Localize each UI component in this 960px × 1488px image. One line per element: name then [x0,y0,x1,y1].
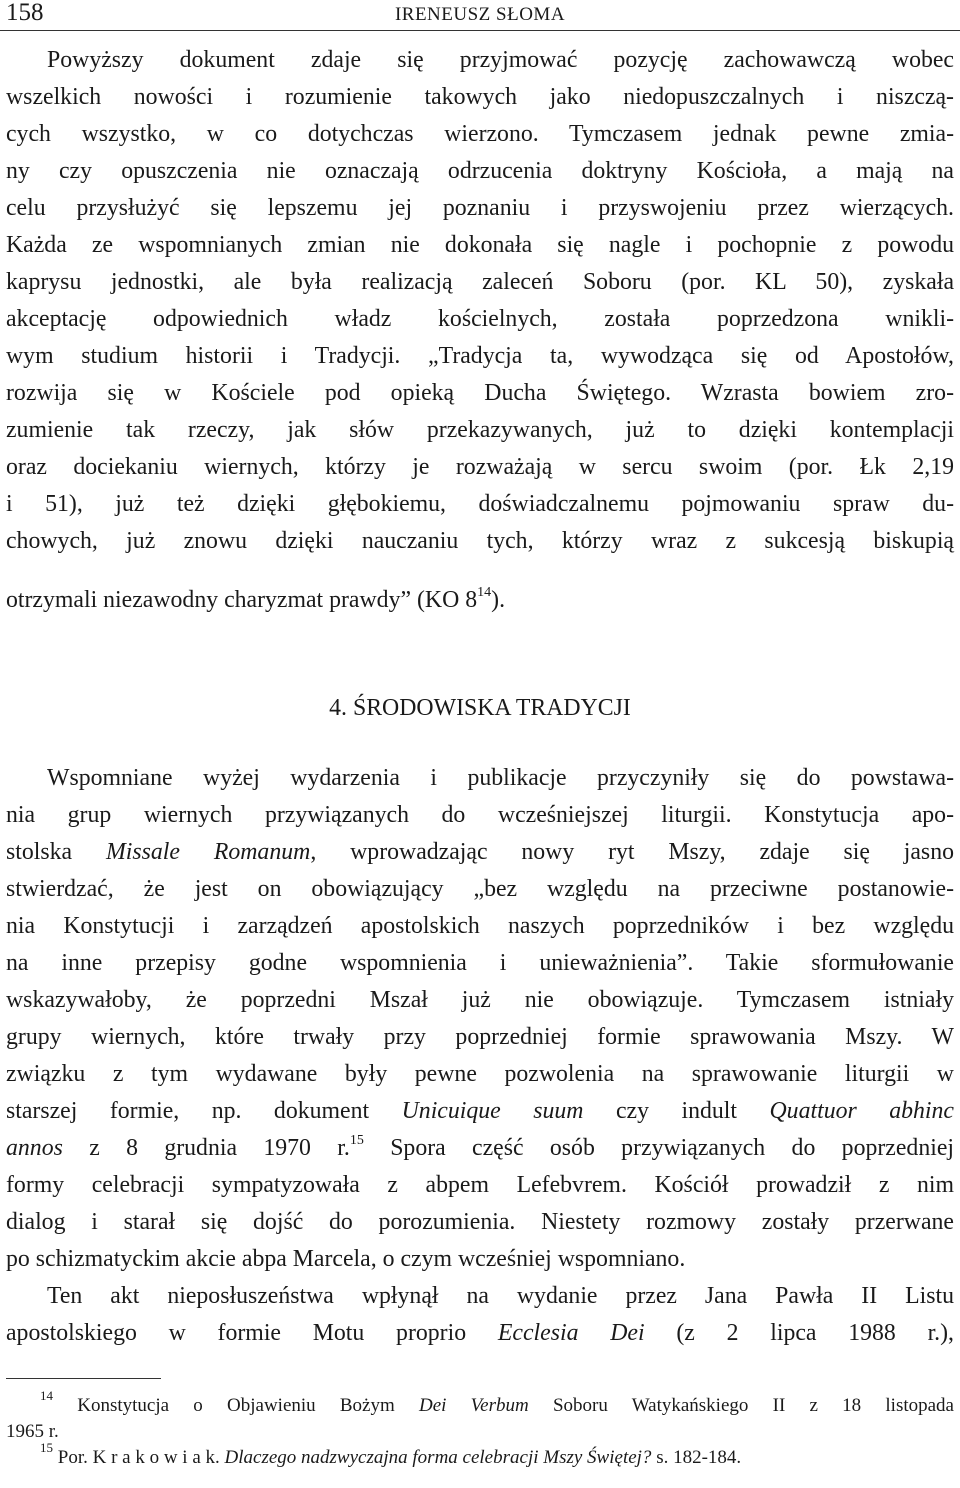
text-line [6,585,954,615]
italic-title: Dei Verbum [419,1395,529,1416]
page-header [0,0,960,31]
text-span: (z 2 lipca 1988 r.), [644,1320,955,1346]
footnote-15 [40,1439,954,1470]
text-line: ny czy opuszczenia nie oznaczają odrzucenia doktryny Kościoła, a mają na [6,158,954,184]
text-line: stwierdzać, że jest on obowiązujący „bez względu na przeciwne postanowie- [6,876,954,902]
text-span: otrzymali niezawodny charyzmat prawdy” (KO 8 [6,587,478,613]
text-line: akceptację odpowiednich władz kościelnych, została poprzedzona wnikli- [6,306,954,332]
text-line [6,1096,954,1126]
text-line: po schizmatyckim akcie abpa Marcela, o czym wcześniej wspomniano. [6,1246,686,1272]
text-line: Ten akt nieposłuszeństwa wpłynął na wydanie przez Jana Pawła II Listu [47,1283,954,1309]
text-line: cych wszystko, w co dotychczas wierzono. Tymczasem jednak pewne zmia- [6,121,954,147]
italic-title: Unicuique suum [401,1098,584,1124]
text-line: wym studium historii i Tradycji. „Tradycja ta, wywodząca się od Apostołów, [6,343,954,369]
text-span: Por. [57,1447,93,1468]
footnote-number: 15 [40,1439,53,1455]
text-span: ). [491,587,506,613]
text-line: oraz dociekaniu wiernych, którzy je rozważają w sercu swoim (por. Łk 2,19 [6,454,954,480]
italic-title: Quattuor abhinc [769,1098,954,1124]
running-head: IRENEUSZ SŁOMA [394,4,566,25]
text-line: Powyższy dokument zdaje się przyjmować pozycję zachowawczą wobec [47,47,954,73]
footnote-ref-15[interactable]: 15 [349,1133,364,1149]
text-line: nia Konstytucji i zarządzeń apostolskich naszych poprzedników i bez względu [6,913,954,939]
text-line [6,1133,954,1163]
footnote-divider [6,1378,161,1379]
text-line: zumienie tak rzeczy, jak słów przekazywanych, już to dzięki kontemplacji [6,417,954,443]
text-span: stolska [6,839,106,865]
italic-title: Missale Romanum [105,839,311,865]
italic-title: Ecclesia Dei [497,1320,645,1346]
text-line: wszelkich nowości i rozumienie takowych jako niedopuszczalnych i niszczą- [6,84,954,110]
text-line: wskazywałoby, że poprzedni Mszał już nie obowiązuje. Tymczasem istniały [6,987,954,1013]
footnote-ref-14[interactable]: 14 [477,585,492,601]
text-line: Wspomniane wyżej wydarzenia i publikacje przyczyniły się do powstawa- [47,765,954,791]
italic-title: Dlaczego nadzwyczajna forma celebracji Mszy Świętej? [219,1447,652,1468]
text-span: , wprowadzając nowy ryt Mszy, zdaje się jasno [310,839,954,865]
section-heading: 4. ŚRODOWISKA TRADYCJI [329,695,631,721]
text-line [6,837,954,867]
text-span: czy indult [583,1098,770,1124]
footnote-14-continuation: 1965 r. [6,1421,59,1442]
text-line: rozwija się w Kościele pod opieką Ducha Świętego. Wzrasta bowiem zro- [6,380,954,406]
italic-title: annos [6,1135,63,1161]
text-line: grupy wiernych, które trwały przy poprzedniej formie sprawowania Mszy. W [6,1024,954,1050]
text-line: na inne przepisy godne wspomnienia i unieważnienia”. Takie sformułowanie [6,950,954,976]
text-line [6,1318,954,1348]
text-span: z 8 grudnia 1970 r. [62,1135,350,1161]
text-line: i 51), już też dzięki głębokiemu, doświadczalnemu pojmowaniu spraw du- [6,491,954,517]
text-span: Soboru Watykańskiego II z 18 listopada [528,1395,954,1416]
text-line: Każda ze wspomnianych zmian nie dokonała się nagle i pochopnie z powodu [6,232,954,258]
text-line: dialog i starał się dojść do porozumienia. Niestety rozmowy zostały przerwane [6,1209,954,1235]
text-line: celu przysłużyć się lepszemu jej poznaniu i przyswojeniu przez wierzących. [6,195,954,221]
text-line: kaprysu jednostki, ale była realizacją zaleceń Soboru (por. KL 50), zyskała [6,269,954,295]
author-name: K r a k o w i a k. [92,1447,220,1468]
text-line: formy celebracji sympatyzowała z abpem Lefebvrem. Kościół prowadził z nim [6,1172,954,1198]
text-span: Spora część osób przywiązanych do poprzedniej [363,1135,955,1161]
footnote-14 [40,1387,954,1418]
text-span: starszej formie, np. dokument [6,1098,402,1124]
text-span: Konstytucja o Objawieniu Bożym [77,1395,419,1416]
text-line: związku z tym wydawane były pewne pozwolenia na sprawowanie liturgii w [6,1061,954,1087]
text-span: apostolskiego w formie Motu proprio [6,1320,498,1346]
footnote-number: 14 [40,1387,53,1403]
text-line: chowych, już znowu dzięki nauczaniu tych, którzy wraz z sukcesją biskupią [6,528,954,554]
page-number: 158 [6,0,44,26]
text-span: s. 182-184. [651,1447,742,1468]
text-line: nia grup wiernych przywiązanych do wcześniejszej liturgii. Konstytucja apo- [6,802,954,828]
